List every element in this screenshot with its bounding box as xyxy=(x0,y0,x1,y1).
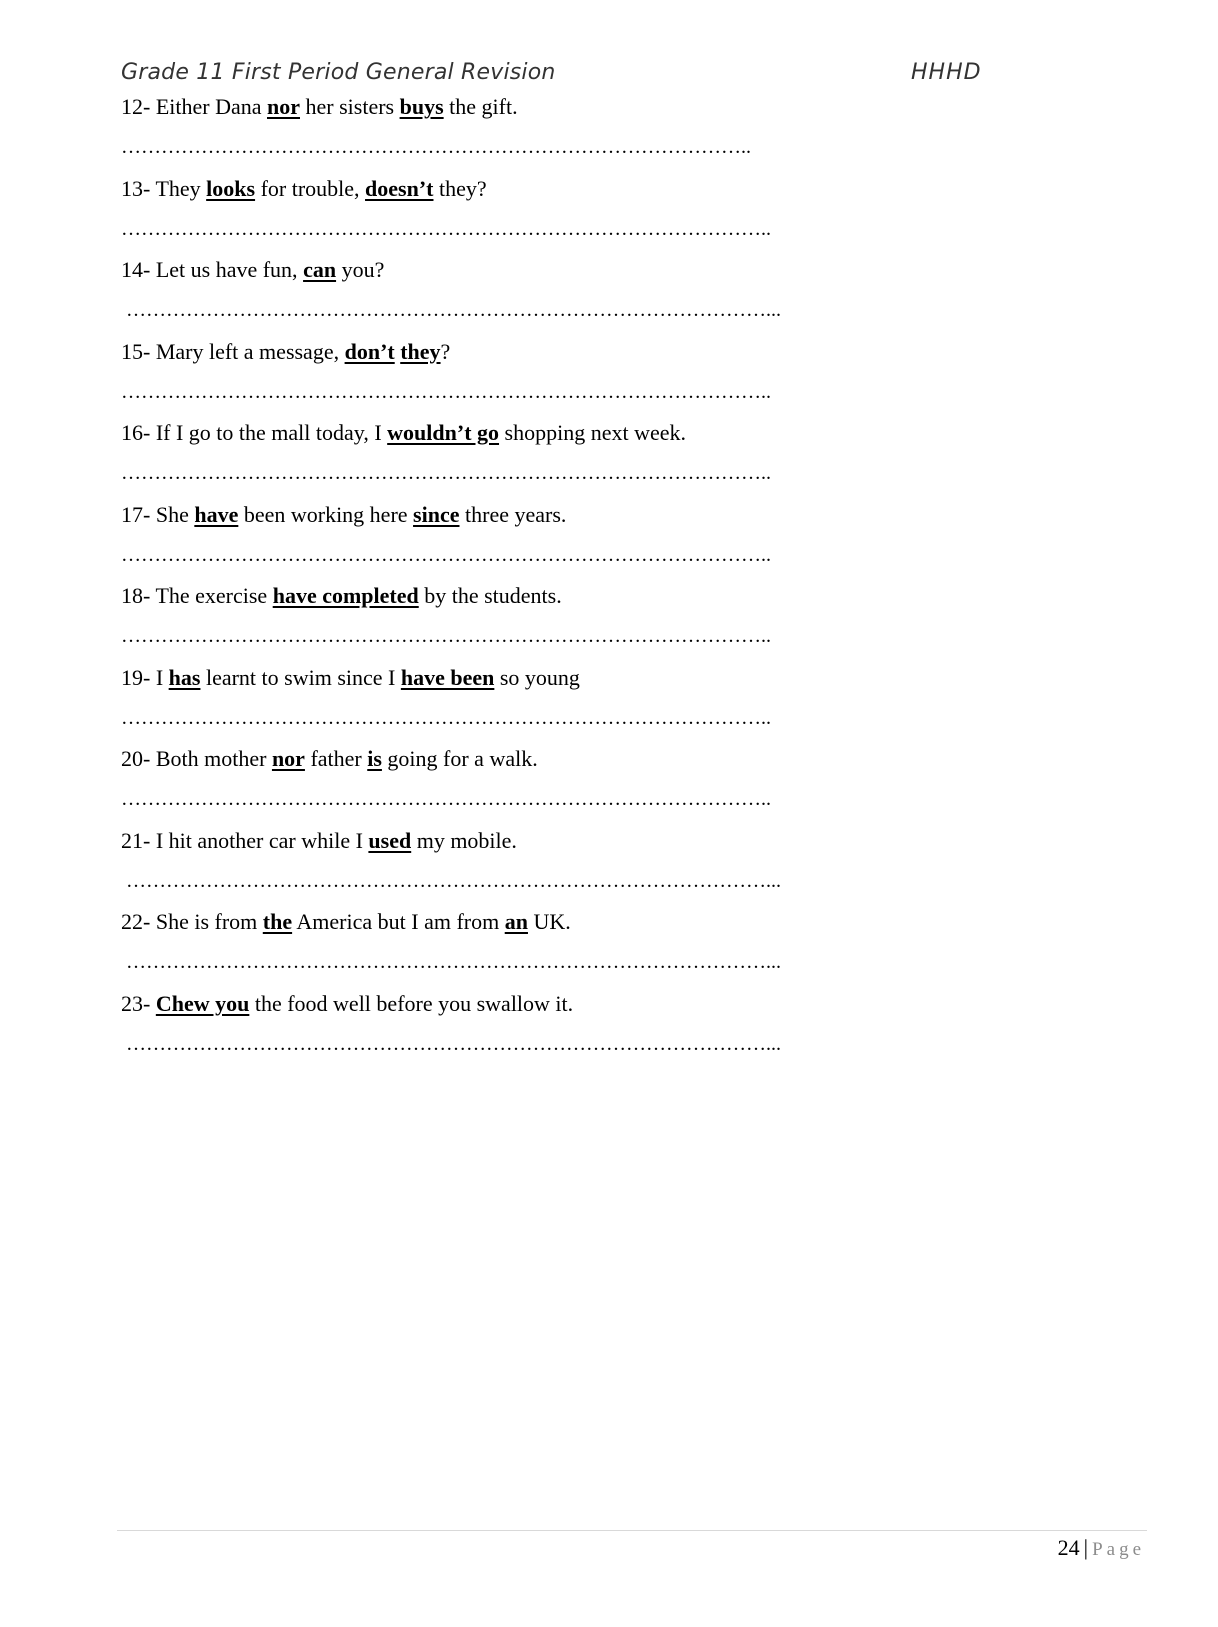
question-item xyxy=(121,93,881,175)
sentence-text: father xyxy=(304,746,368,771)
sentence-text: for trouble, xyxy=(255,175,366,201)
question-list xyxy=(121,93,881,1071)
answer-line: …………………………………………………………………………………….. xyxy=(121,217,771,240)
underlined-error-word: since xyxy=(413,501,460,527)
sentence-text: going for a walk. xyxy=(381,746,538,771)
question-item xyxy=(121,664,881,746)
underlined-error-word: buys xyxy=(399,94,444,119)
answer-line: ……………………………………………………………………………………... xyxy=(126,951,781,973)
header-title: Grade 11 First Period General Revision xyxy=(121,60,556,85)
question-item xyxy=(121,827,881,909)
underlined-error-word: used xyxy=(368,827,412,853)
underlined-error-word: nor xyxy=(271,746,305,771)
sentence-text: learnt to swim since I xyxy=(200,664,401,690)
sentence-text: I hit another car while I xyxy=(155,827,369,853)
sentence-text: America but I am from xyxy=(292,909,505,934)
question-number: 21- xyxy=(121,827,151,853)
question-sentence xyxy=(121,501,566,529)
underlined-error-word: have been xyxy=(400,664,495,690)
answer-line: …………………………………………………………………………………….. xyxy=(121,625,771,647)
answer-line: …………………………………………………………………………………….. xyxy=(121,543,771,566)
sentence-text: Let us have fun, xyxy=(155,257,304,282)
page-label: Page xyxy=(1092,1539,1145,1560)
question-sentence xyxy=(121,664,580,692)
question-number: 20- xyxy=(121,746,151,771)
question-sentence xyxy=(121,827,517,855)
underlined-error-word: don’t xyxy=(344,338,395,364)
underlined-error-word: has xyxy=(168,664,201,690)
question-sentence xyxy=(121,908,571,936)
sentence-text: UK. xyxy=(527,909,571,934)
sentence-text: been working here xyxy=(238,501,414,527)
underlined-error-word: Chew you xyxy=(155,990,250,1016)
sentence-text: shopping next week. xyxy=(499,420,686,445)
question-sentence xyxy=(121,93,518,121)
question-number: 12- xyxy=(121,94,151,119)
question-item xyxy=(121,582,881,664)
question-sentence xyxy=(121,419,686,447)
underlined-error-word: is xyxy=(367,746,382,771)
underlined-error-word: they xyxy=(400,338,441,364)
question-number: 16- xyxy=(121,420,151,445)
question-item xyxy=(121,338,881,420)
question-number: 17- xyxy=(121,501,151,527)
sentence-text: She xyxy=(155,501,195,527)
sentence-text: She is from xyxy=(155,909,263,934)
question-item xyxy=(121,419,881,501)
underlined-error-word: wouldn’t go xyxy=(387,420,500,445)
answer-line: ……………………………………………………………………………………... xyxy=(126,299,781,321)
underlined-error-word: an xyxy=(504,909,528,934)
underlined-error-word: doesn’t xyxy=(365,175,434,201)
question-item xyxy=(121,990,881,1072)
sentence-text: the gift. xyxy=(443,94,518,119)
question-item xyxy=(121,501,881,583)
answer-line: …………………………………………………………………………………….. xyxy=(121,462,771,484)
question-item xyxy=(121,745,881,827)
footer-separator: | xyxy=(1083,1535,1089,1560)
question-sentence xyxy=(121,256,384,284)
question-number: 14- xyxy=(121,257,151,282)
question-sentence xyxy=(121,338,450,366)
question-item xyxy=(121,256,881,338)
sentence-text: my mobile. xyxy=(411,827,517,853)
page-header xyxy=(121,60,991,90)
sentence-text: her sisters xyxy=(300,94,400,119)
underlined-error-word: can xyxy=(303,257,337,282)
answer-line: …………………………………………………………………………………….. xyxy=(121,788,771,810)
sentence-text: so young xyxy=(494,664,580,690)
sentence-text: Both mother xyxy=(155,746,272,771)
sentence-text: they? xyxy=(433,175,487,201)
question-item xyxy=(121,908,881,990)
question-number: 18- xyxy=(121,583,151,608)
answer-line: ………………………………………………………………………………….. xyxy=(121,136,751,158)
question-number: 22- xyxy=(121,909,151,934)
underlined-error-word: nor xyxy=(267,94,300,119)
question-number: 23- xyxy=(121,990,151,1016)
sentence-text: the food well before you swallow it. xyxy=(249,990,574,1016)
underlined-error-word: have xyxy=(194,501,239,527)
question-number: 19- xyxy=(121,664,151,690)
question-sentence xyxy=(121,175,487,203)
answer-line: ……………………………………………………………………………………... xyxy=(126,1032,781,1055)
question-item xyxy=(121,175,881,257)
page-footer xyxy=(1058,1535,1145,1561)
sentence-text: three years. xyxy=(459,501,567,527)
question-sentence xyxy=(121,990,573,1018)
sentence-text: ? xyxy=(440,338,451,364)
sentence-text: Mary left a message, xyxy=(155,338,345,364)
question-sentence xyxy=(121,745,538,773)
sentence-text: Either Dana xyxy=(155,94,267,119)
sentence-text: The exercise xyxy=(155,583,273,608)
header-code: HHHD xyxy=(911,60,982,85)
footer-divider xyxy=(117,1530,1147,1531)
answer-line: ……………………………………………………………………………………... xyxy=(126,869,781,892)
question-sentence xyxy=(121,582,562,610)
answer-line: …………………………………………………………………………………….. xyxy=(121,380,771,403)
question-number: 15- xyxy=(121,338,151,364)
sentence-text: I xyxy=(155,664,169,690)
question-number: 13- xyxy=(121,175,151,201)
underlined-error-word: looks xyxy=(206,175,256,201)
sentence-text: by the students. xyxy=(418,583,562,608)
sentence-text: They xyxy=(155,175,207,201)
page-number: 24 xyxy=(1057,1535,1080,1560)
sentence-text: If I go to the mall today, I xyxy=(155,420,388,445)
sentence-text: you? xyxy=(336,257,385,282)
underlined-error-word: have completed xyxy=(272,583,419,608)
answer-line: …………………………………………………………………………………….. xyxy=(121,706,771,729)
underlined-error-word: the xyxy=(262,909,293,934)
